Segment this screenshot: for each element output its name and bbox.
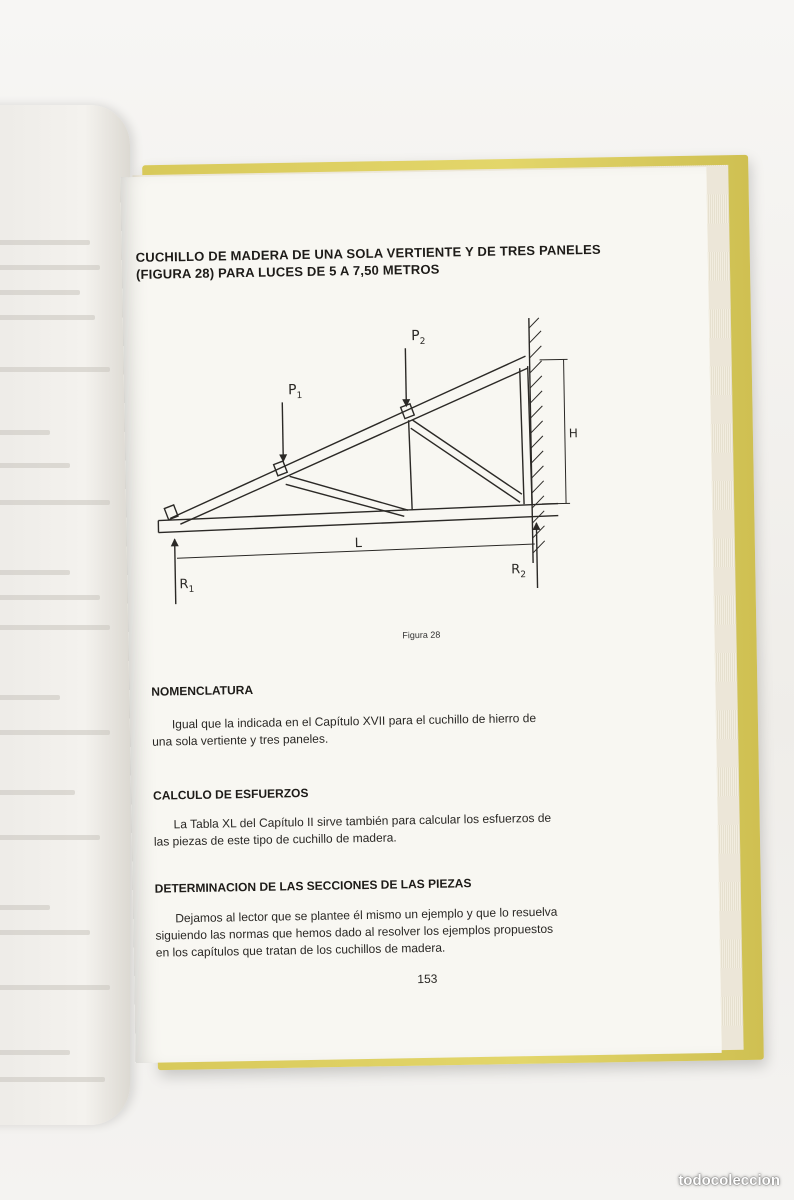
ghost-text-line — [0, 1050, 70, 1055]
middle-vertical — [409, 420, 413, 510]
text-line: las piezas de este tipo de cuchillo de madera. — [153, 830, 397, 849]
label-l: L — [354, 536, 363, 552]
vertical-post — [520, 368, 524, 504]
diagonal-right — [413, 418, 522, 496]
ghost-text-line — [0, 625, 110, 630]
reaction-arrow-r1 — [175, 539, 176, 604]
left-page — [0, 105, 130, 1125]
ghost-text-line — [0, 570, 70, 575]
label-p1: $P_1$ — [287, 382, 303, 402]
diagonal-right — [411, 426, 520, 504]
text-line: siguiendo las normas que hemos dado al resolver los ejemplos propuestos — [155, 921, 554, 943]
watermark-logo: todocoleccion — [678, 1172, 780, 1189]
ghost-text-line — [0, 463, 70, 468]
section-text-secciones — [155, 902, 646, 962]
text-line: Igual que la indicada en el Capítulo XVII para el cuchillo de hierro de — [171, 711, 537, 732]
section-heading-secciones: DETERMINACION DE LAS SECCIONES DE LAS PIEZAS — [154, 876, 472, 896]
ghost-text-line — [0, 730, 110, 735]
ghost-text-line — [0, 315, 95, 320]
ghost-text-line — [0, 695, 60, 700]
ghost-text-line — [0, 790, 75, 795]
book-page — [120, 167, 721, 1063]
ghost-text-line — [0, 240, 90, 245]
label-h: H — [568, 426, 579, 441]
ghost-text-line — [0, 367, 110, 372]
top-chord — [178, 368, 531, 524]
ghost-text-line — [0, 985, 110, 990]
ghost-text-line — [0, 595, 100, 600]
section-heading-esfuerzos: CALCULO DE ESFUERZOS — [152, 785, 309, 803]
top-chord — [168, 356, 529, 518]
load-arrow-p1 — [282, 402, 283, 460]
truss-diagram — [147, 307, 582, 604]
title-line-1: CUCHILLO DE MADERA DE UNA SOLA VERTIENTE Y DE TRES PANELES — [135, 241, 601, 265]
ghost-text-line — [0, 905, 50, 910]
ghost-text-line — [0, 265, 100, 270]
reaction-arrowhead-r2 — [532, 522, 540, 530]
ghost-text-line — [0, 430, 50, 435]
page-number: 153 — [417, 971, 438, 987]
reaction-arrowhead-r1 — [171, 538, 179, 546]
label-r1: $R_1$ — [179, 577, 195, 596]
joint-block — [401, 404, 415, 419]
height-dimension-line — [564, 359, 567, 503]
title-line-2: (FIGURA 28) PARA LUCES DE 5 A 7,50 METROS — [135, 261, 440, 282]
load-arrow-p2 — [405, 348, 406, 405]
text-line: una sola vertiente y tres paneles. — [152, 731, 329, 749]
load-arrowhead-p1 — [279, 454, 287, 462]
page-title — [136, 240, 657, 283]
section-text-nomenclatura — [152, 708, 643, 751]
ghost-text-line — [0, 290, 80, 295]
section-text-esfuerzos — [153, 808, 644, 851]
text-line: Dejamos al lector que se plantee él mismo un ejemplo y que lo resuelva — [175, 904, 558, 926]
ghost-text-line — [0, 930, 90, 935]
text-line: en los capítulos que tratan de los cuchillos de madera. — [155, 940, 446, 960]
ghost-text-line — [0, 1077, 105, 1082]
diagonal-left — [290, 474, 409, 512]
label-p2: $P_2$ — [410, 327, 426, 347]
text-line: La Tabla XL del Capítulo II sirve también para calcular los esfuerzos de — [173, 810, 552, 832]
ghost-text-line — [0, 835, 100, 840]
figure-caption: Figura 28 — [402, 629, 441, 641]
section-heading-nomenclatura: NOMENCLATURA — [151, 682, 254, 699]
label-r2: $R_2$ — [511, 562, 527, 581]
ghost-text-line — [0, 500, 110, 505]
